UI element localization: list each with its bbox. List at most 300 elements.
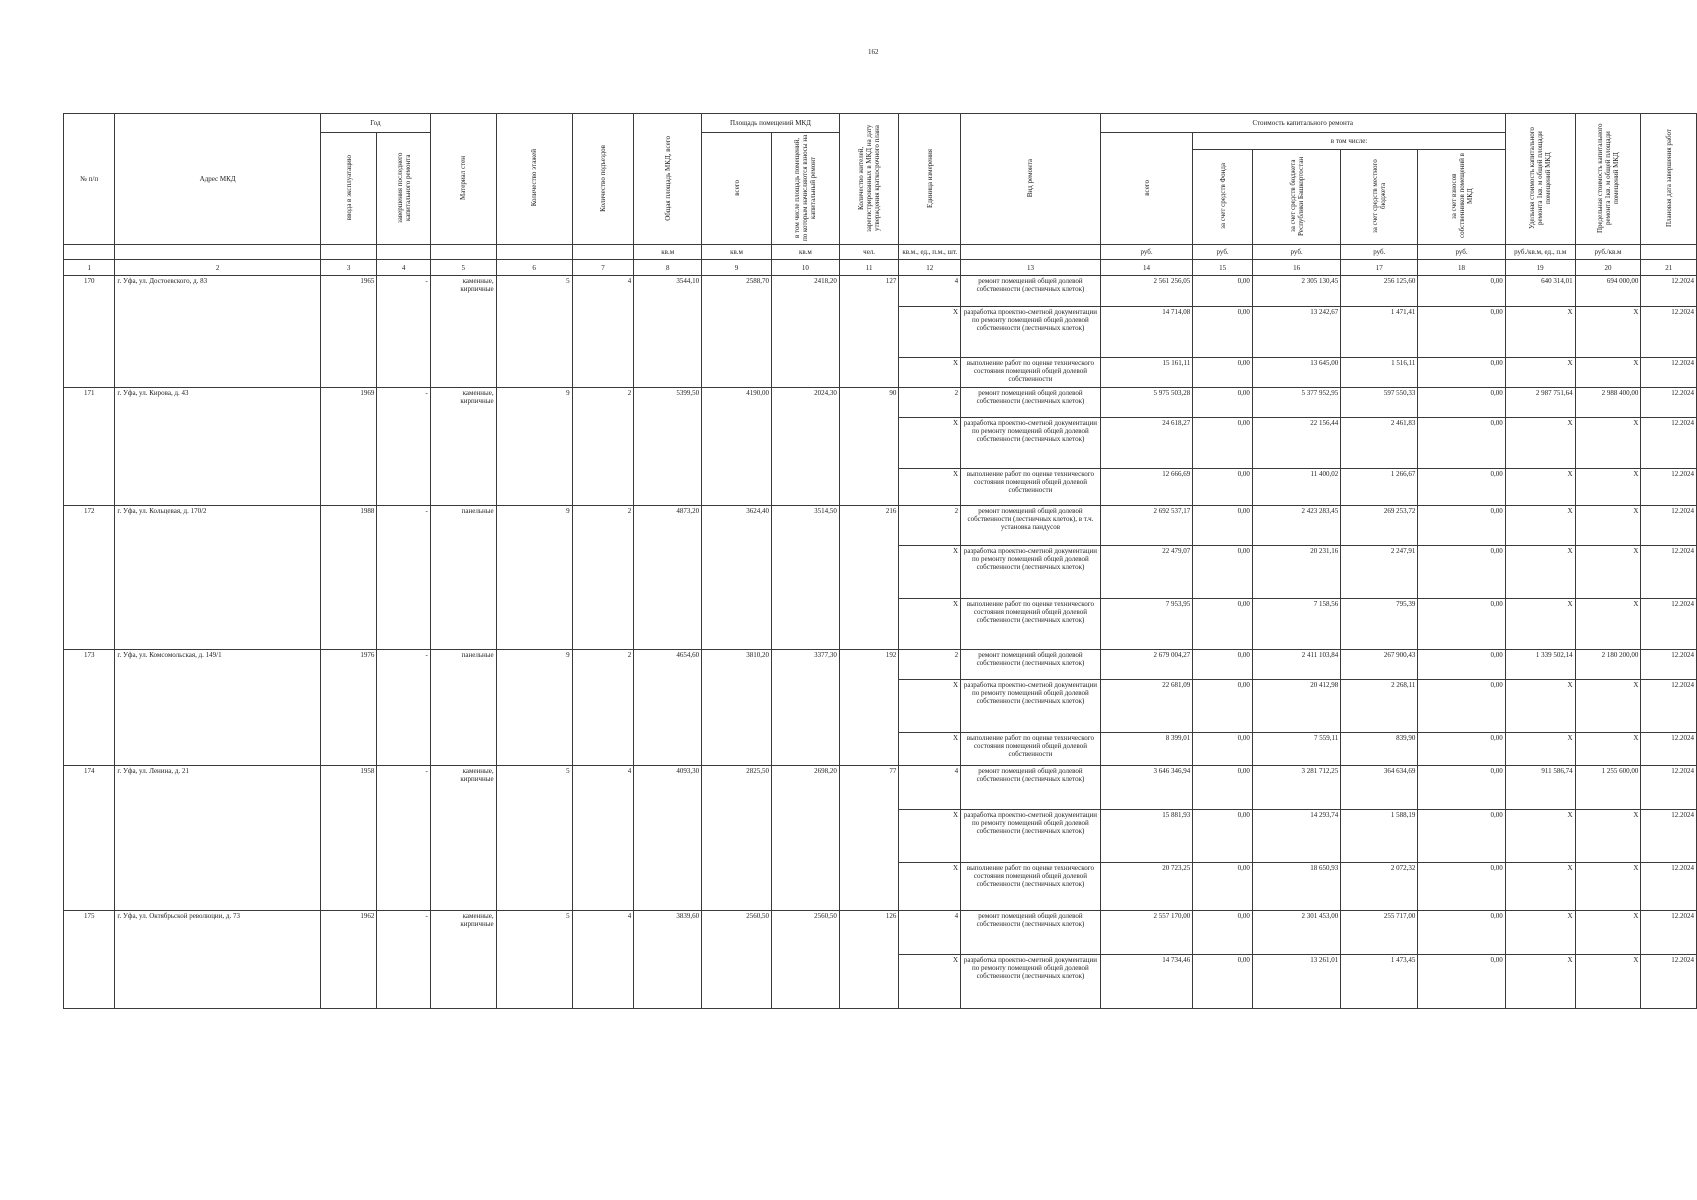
unit-cell-13 <box>961 245 1101 260</box>
cost-owners: 0,00 <box>1418 546 1505 599</box>
residents-count: 90 <box>839 388 899 506</box>
limit-cost: X <box>1575 418 1641 469</box>
specific-cost: X <box>1505 469 1575 506</box>
unit-cell-16: руб. <box>1252 245 1340 260</box>
entrances-count: 2 <box>572 506 634 650</box>
specific-cost: X <box>1505 599 1575 650</box>
work-type: разработка проектно-сметной документации по ремонту помещений общей долевой собственности (лестничных клеток) <box>961 307 1101 358</box>
specific-cost: X <box>1505 911 1575 955</box>
row-number: 171 <box>64 388 115 506</box>
unit-cell-3 <box>320 245 377 260</box>
building-address: г. Уфа, ул. Кирова, д. 43 <box>115 388 321 506</box>
unit-value: X <box>899 680 961 733</box>
wall-material: каменные, кирпичные <box>430 911 496 1009</box>
work-type: выполнение работ по оценке технического состояния помещений общей долевой собственности (лестничных клеток) <box>961 599 1101 650</box>
cost-republic: 13 645,00 <box>1252 358 1340 388</box>
capital-repair-register-table <box>63 113 1697 1009</box>
column-number-9: 9 <box>702 260 772 276</box>
entrances-count: 4 <box>572 766 634 911</box>
cost-fund: 0,00 <box>1193 276 1253 307</box>
header-work-type: Вид ремонта <box>961 114 1101 245</box>
cost-fund: 0,00 <box>1193 469 1253 506</box>
header-year-group: Год <box>320 114 430 133</box>
unit-value: X <box>899 307 961 358</box>
unit-value: X <box>899 546 961 599</box>
commission-year: 1976 <box>320 650 377 766</box>
column-number-4: 4 <box>377 260 430 276</box>
cost-fund: 0,00 <box>1193 418 1253 469</box>
column-number-19: 19 <box>1505 260 1575 276</box>
unit-cell-11: чел. <box>839 245 899 260</box>
work-type: ремонт помещений общей долевой собственности (лестничных клеток) <box>961 388 1101 418</box>
cost-total: 22 681,09 <box>1100 680 1192 733</box>
unit-value: X <box>899 599 961 650</box>
unit-value: X <box>899 418 961 469</box>
cost-republic: 13 261,01 <box>1252 955 1340 1009</box>
plan-date: 12.2024 <box>1641 650 1697 680</box>
work-type: выполнение работ по оценке технического состояния помещений общей долевой собственности (лестничных клеток) <box>961 863 1101 911</box>
work-type: разработка проектно-сметной документации по ремонту помещений общей долевой собственности (лестничных клеток) <box>961 418 1101 469</box>
header-cost-total: всего <box>1100 133 1192 245</box>
premises-area-total: 2560,50 <box>702 911 772 1009</box>
commission-year: 1965 <box>320 276 377 388</box>
floors-count: 5 <box>496 766 572 911</box>
unit-value: X <box>899 733 961 766</box>
cost-republic: 2 301 453,00 <box>1252 911 1340 955</box>
work-type: выполнение работ по оценке технического состояния помещений общей долевой собственности <box>961 469 1101 506</box>
plan-date: 12.2024 <box>1641 863 1697 911</box>
building-address: г. Уфа, ул. Октябрьской революции, д. 73 <box>115 911 321 1009</box>
cost-owners: 0,00 <box>1418 810 1505 863</box>
last-repair-year: - <box>377 650 430 766</box>
cost-republic: 18 650,93 <box>1252 863 1340 911</box>
work-type: выполнение работ по оценке технического состояния помещений общей долевой собственности <box>961 733 1101 766</box>
cost-owners: 0,00 <box>1418 766 1505 810</box>
cost-fund: 0,00 <box>1193 733 1253 766</box>
limit-cost: X <box>1575 911 1641 955</box>
plan-date: 12.2024 <box>1641 955 1697 1009</box>
cost-fund: 0,00 <box>1193 810 1253 863</box>
header-cost-group: Стоимость капитального ремонта <box>1100 114 1505 133</box>
cost-owners: 0,00 <box>1418 680 1505 733</box>
column-number-3: 3 <box>320 260 377 276</box>
header-total-area: Общая площадь МКД, всего <box>634 114 702 245</box>
specific-cost: X <box>1505 863 1575 911</box>
total-area: 3544,10 <box>634 276 702 388</box>
header-plan-date: Плановая дата завершения работ <box>1641 114 1697 245</box>
unit-value: 4 <box>899 766 961 810</box>
column-number-16: 16 <box>1252 260 1340 276</box>
premises-area-repair: 2698,20 <box>771 766 839 911</box>
specific-cost: X <box>1505 810 1575 863</box>
last-repair-year: - <box>377 388 430 506</box>
work-type: разработка проектно-сметной документации по ремонту помещений общей долевой собственности (лестничных клеток) <box>961 955 1101 1009</box>
table-row <box>64 506 1697 546</box>
last-repair-year: - <box>377 276 430 388</box>
unit-value: 4 <box>899 276 961 307</box>
header-specific-cost: Удельная стоимость капитального ремонта 1кв. м общей площади помещений МКД <box>1505 114 1575 245</box>
cost-republic: 7 158,56 <box>1252 599 1340 650</box>
total-area: 4654,60 <box>634 650 702 766</box>
premises-area-total: 3810,20 <box>702 650 772 766</box>
residents-count: 126 <box>839 911 899 1009</box>
page-number: 162 <box>868 48 879 56</box>
floors-count: 9 <box>496 506 572 650</box>
header-unit: Единица измерения <box>899 114 961 245</box>
header-premises-group: Площадь помещений МКД <box>702 114 840 133</box>
column-number-13: 13 <box>961 260 1101 276</box>
cost-owners: 0,00 <box>1418 506 1505 546</box>
cost-republic: 3 281 712,25 <box>1252 766 1340 810</box>
header-residents: Количество жителей, зарегистрированных в МКД на дату утверждения краткосрочного плана <box>839 114 899 245</box>
limit-cost: X <box>1575 680 1641 733</box>
cost-fund: 0,00 <box>1193 599 1253 650</box>
cost-total: 5 975 503,28 <box>1100 388 1192 418</box>
wall-material: каменные, кирпичные <box>430 388 496 506</box>
cost-republic: 2 305 130,45 <box>1252 276 1340 307</box>
specific-cost: X <box>1505 733 1575 766</box>
header-premises-total: всего <box>702 133 772 245</box>
column-numbers-row <box>64 260 1697 276</box>
work-type: разработка проектно-сметной документации по ремонту помещений общей долевой собственности (лестничных клеток) <box>961 546 1101 599</box>
premises-area-total: 2825,50 <box>702 766 772 911</box>
premises-area-total: 2588,70 <box>702 276 772 388</box>
entrances-count: 2 <box>572 650 634 766</box>
unit-cell-9: кв.м <box>702 245 772 260</box>
work-type: выполнение работ по оценке технического состояния помещений общей долевой собственности <box>961 358 1101 388</box>
commission-year: 1962 <box>320 911 377 1009</box>
cost-republic: 14 293,74 <box>1252 810 1340 863</box>
residents-count: 216 <box>839 506 899 650</box>
limit-cost: X <box>1575 733 1641 766</box>
limit-cost: X <box>1575 810 1641 863</box>
cost-local: 839,90 <box>1341 733 1418 766</box>
floors-count: 5 <box>496 911 572 1009</box>
cost-local: 2 268,11 <box>1341 680 1418 733</box>
cost-local: 269 253,72 <box>1341 506 1418 546</box>
header-including: в том числе: <box>1193 133 1505 150</box>
plan-date: 12.2024 <box>1641 388 1697 418</box>
row-number: 173 <box>64 650 115 766</box>
specific-cost: X <box>1505 680 1575 733</box>
limit-cost: X <box>1575 546 1641 599</box>
table-body <box>64 276 1697 1009</box>
cost-fund: 0,00 <box>1193 955 1253 1009</box>
cost-total: 12 666,69 <box>1100 469 1192 506</box>
table-row <box>64 766 1697 810</box>
total-area: 3839,60 <box>634 911 702 1009</box>
unit-cell-19: руб./кв.м, ед., п.м <box>1505 245 1575 260</box>
plan-date: 12.2024 <box>1641 546 1697 599</box>
cost-republic: 20 231,16 <box>1252 546 1340 599</box>
plan-date: 12.2024 <box>1641 733 1697 766</box>
cost-owners: 0,00 <box>1418 599 1505 650</box>
last-repair-year: - <box>377 911 430 1009</box>
cost-local: 1 588,19 <box>1341 810 1418 863</box>
specific-cost: 1 339 502,14 <box>1505 650 1575 680</box>
table-row <box>64 276 1697 307</box>
wall-material: панельные <box>430 506 496 650</box>
cost-fund: 0,00 <box>1193 546 1253 599</box>
plan-date: 12.2024 <box>1641 418 1697 469</box>
header-floors: Количество этажей <box>496 114 572 245</box>
cost-local: 2 461,83 <box>1341 418 1418 469</box>
cost-total: 2 692 537,17 <box>1100 506 1192 546</box>
unit-value: X <box>899 863 961 911</box>
building-address: г. Уфа, ул. Достоевского, д. 83 <box>115 276 321 388</box>
cost-total: 14 734,46 <box>1100 955 1192 1009</box>
limit-cost: 694 000,00 <box>1575 276 1641 307</box>
plan-date: 12.2024 <box>1641 680 1697 733</box>
floors-count: 9 <box>496 650 572 766</box>
cost-local: 1 266,67 <box>1341 469 1418 506</box>
limit-cost: X <box>1575 506 1641 546</box>
table-row <box>64 388 1697 418</box>
unit-cell-12: кв.м., ед., п.м., шт. <box>899 245 961 260</box>
cost-total: 2 561 256,05 <box>1100 276 1192 307</box>
column-number-20: 20 <box>1575 260 1641 276</box>
header-year-last-repair: завершения последнего капитального ремонта <box>377 133 430 245</box>
cost-republic: 11 400,02 <box>1252 469 1340 506</box>
column-number-15: 15 <box>1193 260 1253 276</box>
entrances-count: 2 <box>572 388 634 506</box>
cost-owners: 0,00 <box>1418 650 1505 680</box>
column-number-11: 11 <box>839 260 899 276</box>
cost-total: 2 557 170,00 <box>1100 911 1192 955</box>
work-type: ремонт помещений общей долевой собственности (лестничных клеток) <box>961 911 1101 955</box>
unit-cell-1 <box>64 245 115 260</box>
cost-total: 20 723,25 <box>1100 863 1192 911</box>
row-number: 170 <box>64 276 115 388</box>
cost-republic: 5 377 952,95 <box>1252 388 1340 418</box>
building-address: г. Уфа, ул. Ленина, д. 21 <box>115 766 321 911</box>
cost-owners: 0,00 <box>1418 307 1505 358</box>
cost-local: 1 516,11 <box>1341 358 1418 388</box>
cost-local: 2 247,91 <box>1341 546 1418 599</box>
wall-material: каменные, кирпичные <box>430 276 496 388</box>
wall-material: панельные <box>430 650 496 766</box>
units-row <box>64 245 1697 260</box>
cost-total: 8 399,01 <box>1100 733 1192 766</box>
table-row <box>64 911 1697 955</box>
cost-fund: 0,00 <box>1193 863 1253 911</box>
unit-value: X <box>899 955 961 1009</box>
unit-cell-2 <box>115 245 321 260</box>
row-number: 174 <box>64 766 115 911</box>
unit-value: 4 <box>899 911 961 955</box>
plan-date: 12.2024 <box>1641 469 1697 506</box>
work-type: разработка проектно-сметной документации по ремонту помещений общей долевой собственности (лестничных клеток) <box>961 810 1101 863</box>
work-type: ремонт помещений общей долевой собственности (лестничных клеток), в т.ч. установка пандусов <box>961 506 1101 546</box>
unit-cell-6 <box>496 245 572 260</box>
building-address: г. Уфа, ул. Комсомольская, д. 149/1 <box>115 650 321 766</box>
unit-value: 2 <box>899 388 961 418</box>
cost-republic: 7 559,11 <box>1252 733 1340 766</box>
premises-area-repair: 2418,20 <box>771 276 839 388</box>
cost-local: 255 717,00 <box>1341 911 1418 955</box>
cost-fund: 0,00 <box>1193 680 1253 733</box>
unit-value: 2 <box>899 650 961 680</box>
column-number-6: 6 <box>496 260 572 276</box>
plan-date: 12.2024 <box>1641 810 1697 863</box>
column-number-21: 21 <box>1641 260 1697 276</box>
unit-value: X <box>899 810 961 863</box>
cost-total: 3 646 346,94 <box>1100 766 1192 810</box>
premises-area-total: 4190,00 <box>702 388 772 506</box>
unit-cell-14: руб. <box>1100 245 1192 260</box>
unit-cell-21 <box>1641 245 1697 260</box>
commission-year: 1988 <box>320 506 377 650</box>
header-limit-cost: Предельная стоимость капитального ремонта 1кв. м общей площади помещений МКД <box>1575 114 1641 245</box>
cost-local: 1 471,41 <box>1341 307 1418 358</box>
limit-cost: 1 255 600,00 <box>1575 766 1641 810</box>
cost-total: 24 618,27 <box>1100 418 1192 469</box>
specific-cost: X <box>1505 307 1575 358</box>
plan-date: 12.2024 <box>1641 911 1697 955</box>
cost-owners: 0,00 <box>1418 733 1505 766</box>
cost-fund: 0,00 <box>1193 766 1253 810</box>
cost-fund: 0,00 <box>1193 911 1253 955</box>
cost-total: 14 714,08 <box>1100 307 1192 358</box>
specific-cost: 640 314,01 <box>1505 276 1575 307</box>
unit-cell-4 <box>377 245 430 260</box>
header-premises-repair: в том числе площадь помещений, по которым начисляются взносы на капитальный ремонт <box>771 133 839 245</box>
cost-republic: 2 411 103,84 <box>1252 650 1340 680</box>
specific-cost: X <box>1505 955 1575 1009</box>
specific-cost: X <box>1505 546 1575 599</box>
floors-count: 9 <box>496 388 572 506</box>
cost-owners: 0,00 <box>1418 469 1505 506</box>
specific-cost: X <box>1505 358 1575 388</box>
plan-date: 12.2024 <box>1641 599 1697 650</box>
commission-year: 1958 <box>320 766 377 911</box>
unit-cell-17: руб. <box>1341 245 1418 260</box>
cost-local: 2 072,32 <box>1341 863 1418 911</box>
total-area: 5399,50 <box>634 388 702 506</box>
premises-area-total: 3624,40 <box>702 506 772 650</box>
premises-area-repair: 2560,50 <box>771 911 839 1009</box>
row-number: 175 <box>64 911 115 1009</box>
cost-republic: 20 412,98 <box>1252 680 1340 733</box>
work-type: разработка проектно-сметной документации по ремонту помещений общей долевой собственности (лестничных клеток) <box>961 680 1101 733</box>
column-number-17: 17 <box>1341 260 1418 276</box>
cost-republic: 22 156,44 <box>1252 418 1340 469</box>
limit-cost: X <box>1575 469 1641 506</box>
premises-area-repair: 3514,50 <box>771 506 839 650</box>
plan-date: 12.2024 <box>1641 506 1697 546</box>
column-number-1: 1 <box>64 260 115 276</box>
cost-local: 256 125,60 <box>1341 276 1418 307</box>
column-number-8: 8 <box>634 260 702 276</box>
floors-count: 5 <box>496 276 572 388</box>
header-cost-fund: за счет средств Фонда <box>1193 150 1253 245</box>
cost-fund: 0,00 <box>1193 650 1253 680</box>
building-address: г. Уфа, ул. Кольцевая, д. 170/2 <box>115 506 321 650</box>
residents-count: 192 <box>839 650 899 766</box>
unit-cell-15: руб. <box>1193 245 1253 260</box>
header-wall-material: Материал стен <box>430 114 496 245</box>
header-year-commission: ввода в эксплуатацию <box>320 133 377 245</box>
residents-count: 127 <box>839 276 899 388</box>
cost-total: 22 479,07 <box>1100 546 1192 599</box>
limit-cost: X <box>1575 307 1641 358</box>
commission-year: 1969 <box>320 388 377 506</box>
cost-owners: 0,00 <box>1418 388 1505 418</box>
limit-cost: X <box>1575 955 1641 1009</box>
unit-cell-20: руб./кв.м <box>1575 245 1641 260</box>
cost-fund: 0,00 <box>1193 506 1253 546</box>
total-area: 4873,20 <box>634 506 702 650</box>
column-number-2: 2 <box>115 260 321 276</box>
cost-local: 267 900,43 <box>1341 650 1418 680</box>
work-type: ремонт помещений общей долевой собственности (лестничных клеток) <box>961 650 1101 680</box>
premises-area-repair: 2024,30 <box>771 388 839 506</box>
work-type: ремонт помещений общей долевой собственности (лестничных клеток) <box>961 276 1101 307</box>
limit-cost: X <box>1575 358 1641 388</box>
work-type: ремонт помещений общей долевой собственности (лестничных клеток) <box>961 766 1101 810</box>
cost-owners: 0,00 <box>1418 418 1505 469</box>
cost-fund: 0,00 <box>1193 358 1253 388</box>
limit-cost: 2 988 400,00 <box>1575 388 1641 418</box>
header-address: Адрес МКД <box>115 114 321 245</box>
wall-material: каменные, кирпичные <box>430 766 496 911</box>
unit-value: X <box>899 358 961 388</box>
cost-total: 15 881,93 <box>1100 810 1192 863</box>
last-repair-year: - <box>377 506 430 650</box>
cost-total: 7 953,95 <box>1100 599 1192 650</box>
plan-date: 12.2024 <box>1641 358 1697 388</box>
cost-owners: 0,00 <box>1418 955 1505 1009</box>
limit-cost: X <box>1575 863 1641 911</box>
header-cost-republic: за счет средств бюджета Республики Башкортостан <box>1252 150 1340 245</box>
plan-date: 12.2024 <box>1641 766 1697 810</box>
cost-republic: 2 423 283,45 <box>1252 506 1340 546</box>
unit-value: X <box>899 469 961 506</box>
unit-cell-7 <box>572 245 634 260</box>
unit-cell-18: руб. <box>1418 245 1505 260</box>
total-area: 4093,30 <box>634 766 702 911</box>
table-header <box>64 114 1697 276</box>
residents-count: 77 <box>839 766 899 911</box>
cost-local: 597 550,33 <box>1341 388 1418 418</box>
cost-total: 2 679 004,27 <box>1100 650 1192 680</box>
unit-cell-5 <box>430 245 496 260</box>
column-number-5: 5 <box>430 260 496 276</box>
cost-owners: 0,00 <box>1418 863 1505 911</box>
column-number-7: 7 <box>572 260 634 276</box>
column-number-12: 12 <box>899 260 961 276</box>
column-number-18: 18 <box>1418 260 1505 276</box>
specific-cost: X <box>1505 418 1575 469</box>
unit-cell-10: кв.м <box>771 245 839 260</box>
header-number: № п/п <box>64 114 115 245</box>
specific-cost: X <box>1505 506 1575 546</box>
limit-cost: X <box>1575 599 1641 650</box>
cost-local: 1 473,45 <box>1341 955 1418 1009</box>
unit-cell-8: кв.м <box>634 245 702 260</box>
header-entrances: Количество подъездов <box>572 114 634 245</box>
specific-cost: 911 586,74 <box>1505 766 1575 810</box>
last-repair-year: - <box>377 766 430 911</box>
cost-owners: 0,00 <box>1418 358 1505 388</box>
cost-local: 795,39 <box>1341 599 1418 650</box>
cost-fund: 0,00 <box>1193 307 1253 358</box>
unit-value: 2 <box>899 506 961 546</box>
column-number-10: 10 <box>771 260 839 276</box>
entrances-count: 4 <box>572 911 634 1009</box>
specific-cost: 2 987 751,64 <box>1505 388 1575 418</box>
plan-date: 12.2024 <box>1641 276 1697 307</box>
